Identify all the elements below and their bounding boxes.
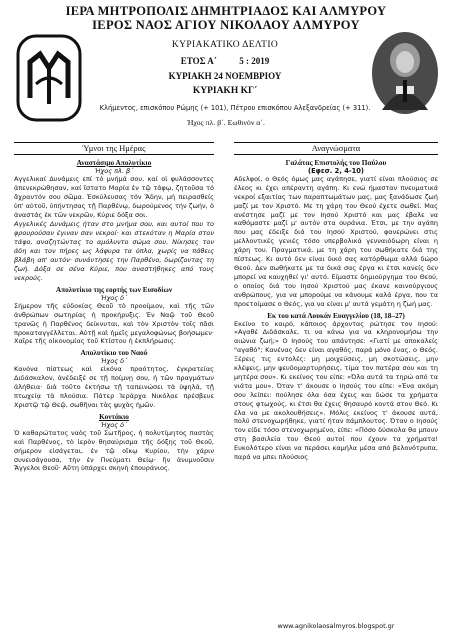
readings-column <box>234 142 438 463</box>
apolytikion-text: Αγγελικαί Δυνάμεις επί τό μνήμά σου, καί οἱ φυλάσσοντες ἀπενεκρώθησαν, καί ἵστατο Μαρία ἐν τῷ τάφῳ, ζητοῦσα τό ἄχραντόν σου σῶμα. Ἐσκύλευσας τόν Ἅδην, μή πειρασθείς ὑπ' αὐτοῦ, ὑπήντησας τῇ Παρθένῳ, δωρούμενος τήν ζωήν, ὁ ἀναστάς ἐκ τῶν νεκρῶν, Κύριε δόξα σοι. <box>14 174 214 219</box>
kontakion-text: Ὁ καθαρώτατος ναὸς τοῦ Σωτῆρος, ἡ πολυτίμητος παστὰς καὶ Παρθένος, τὸ ἱερὸν θησαύρισμα τῆς δόξης τοῦ Θεοῦ, σήμερον εἰσάγεται, ἐν τῷ οἴκῳ Κυρίου, τὴν χάριν συνεισάγουσα, τὴν ἐν Πνεύματι Θείῳ· ἣν ἀνυμνοῦσιν Ἄγγελοι Θεοῦ· Αὕτη ὑπάρχει σκηνὴ ἐπουράνιος. <box>14 428 214 473</box>
kontakion-tone: Ήχος δ΄ <box>100 420 128 429</box>
commemoration-line: Κλήμεντος, επισκόπου Ρώμης (+ 101), Πέτρου επισκόπου Αλεξανδρείας (+ 311). <box>99 104 371 112</box>
bulletin-title: ΚΥΡΙΑΚΑΤΙΚΟ ΔΕΛΤΙΟ <box>171 40 279 50</box>
entry-feast-tone: Ήχος δ΄ <box>100 293 128 302</box>
entry-feast-title: Απολυτίκιο της εορτής των Εισοδίων <box>55 284 173 294</box>
kontakion-title: Κοντάκιο <box>99 411 129 421</box>
apolytikion-tone: Ήχος πλ. β΄ <box>94 166 134 175</box>
epistle-reference: (Εφεσ. 2, 4-10) <box>308 166 364 175</box>
epistle-title: Γαλάτας Επιστολής του Παύλου <box>285 157 387 167</box>
year-issue: ΕΤΟΣ Α΄ 5 : 2019 <box>180 56 270 66</box>
church-title: ΙΕΡΟΣ ΝΑΟΣ ΑΓΙΟΥ ΝΙΚΟΛΑΟΥ ΑΛΜΥΡΟΥ <box>92 18 360 32</box>
hymns-heading: Ύμνοι της Ημέρας <box>14 142 214 155</box>
metropolis-title: ΙΕΡΑ ΜΗΤΡΟΠΟΛΙΣ ΔΗΜΗΤΡΙΑΔΟΣ ΚΑΙ ΑΛΜΥΡΟΥ <box>65 4 387 18</box>
church-apolytikion-tone: Ήχος δ΄ <box>100 357 128 366</box>
bulletin-date: ΚΥΡΙΑΚΗ 24 ΝΟΕΜΒΡΙΟΥ <box>168 71 282 81</box>
sunday-name: ΚΥΡΙΑΚΗ ΚΓ΄ <box>192 86 258 96</box>
entry-feast-text: Σήμερον τῆς εὐδοκίας Θεοῦ τὸ προοίμιον, καὶ τῆς τῶν ἀνθρώπων σωτηρίας ἡ προκήρυξις. Ἐν Ναῷ τοῦ Θεοῦ τρανῶς ἡ Παρθένος δείκνυται, καὶ τὸν Χριστὸν τοῖς πᾶσι προκαταγγέλλεται. Αὐτῇ καὶ ἡμεῖς μεγαλοφώνως βοήσωμεν· Χαῖρε τῆς οἰκονομίας τοῦ Κτίστου ἡ ἐκπλήρωσις. <box>14 301 214 346</box>
echos-line: Ήχος πλ. β΄. Εωθινόν α΄. <box>187 118 265 127</box>
apolytikion-translation: Αγγελικές Δυνάμεις ήταν στο μνήμα σου, και αυτοί που το φρουρούσαν έγιναν σαν νεκροί· και στεκόταν η Μαρία στον τάφο, αναζητώντας το αμόλυντο σώμα σου. Νίκησες τον άδη και τον πήρες ως λάφυρα τα όπλα, χωρίς να πάθεις βλάβη απ' αυτόν· συνάντησες την Παρθένο, δωρίζοντας τη ζωή. Δόξα σε σένα Κύριε, που αναστήθηκες από τους νεκρούς. <box>14 220 214 282</box>
apolytikion-title: Αναστάσιμο Απολυτίκιο <box>76 157 152 167</box>
gospel-title: Εκ του κατά Λουκάν Ευαγγελίου (18, 18–27) <box>267 310 405 320</box>
hymns-column <box>14 142 214 474</box>
church-apolytikion-title: Απολυτίκιο του Ναού <box>80 348 148 358</box>
church-apolytikion-text: Κανόνα πίστεως καὶ εἰκόνα πραότητος, ἐγκρατείας Διδάσκαλον, ἀνέδειξέ σε τῇ ποίμνῃ σου, ἡ τῶν πραγμάτων ἀλήθεια· διὰ τοῦτο ἐκτήσω τῇ ταπεινώσει τὰ ὑψηλά, τῇ πτωχείᾳ τὰ πλούσια. Πάτερ Ἱεράρχα Νικόλαε πρέσβευε Χριστῷ τῷ Θεῷ, σωθῆναι τὰς ψυχὰς ἡμῶν. <box>14 365 214 409</box>
epistle-text: Αδελφοί, ο Θεός όμως μας αγάπησε, γιατί είναι πλούσιος σε έλεος κι έχει απέραντη αγάπη. Κι ενώ ήμασταν πνευματικά νεκροί εξαιτίας των παραπτωμάτων μας, μας ξανάδωσε ζωή μαζί με τον Χριστό. Με τη χάρη του Θεού έχετε σωθεί. Μας ανέστησε μαζί με τον Ιησού Χριστό και μας έβαλε να καθόμαστε μαζί μ' αυτόν στα ουράνια. Έτσι, με την αγάπη που μας έδειξε διά του Ιησού Χριστού, φανερώνει στις μελλοντικές γενιές τόσο υπερβολικά γενναιόδωρη είναι η χάρη του. Πραγματικά, με τη χάρη του σωθήκατε διά της πίστεως. Κι αυτό δεν είναι δικό σας κατόρθωμα αλλά δώρο Θεού. Δεν σωθήκατε με τα δικά σας έργα κι έτσι κανείς δεν μπορεί να καυχηθεί γι' αυτό. Είμαστε δημιούργημα του Θεού, ο οποίος διά του Ιησού Χριστού μας έκανε καινούργιους ανθρώπους, για να μπορούμε να κάνουμε καλά έργα, που τα προετοίμασε ο Θεός, για να είναι μ' αυτά γεμάτη η ζωή μας. <box>234 174 438 308</box>
readings-heading: Αναγνώσματα <box>234 142 438 155</box>
gospel-text: Εκείνο το καιρό, κάποιος άρχοντας ρώτησε τον Ιησού: «Αγαθέ Διδάσκαλε, τι να κάνω για να κληρονομήσω την αιώνια ζωή;» Ο Ιησούς του απάντησε: «Γιατί με αποκαλείς "αγαθό"; Κανένας δεν είναι αγαθός, παρά μόνο ένας, ο Θεός. Ξέρεις τις εντολές: μη μοιχεύσεις, μη σκοτώσεις, μην κλέψεις, μην ψευδομαρτυρήσεις, τίμα τον πατέρα σου και τη μητέρα σου». Κι εκείνος του είπε: «Όλα αυτά τα τηρώ από τα νιάτα μου». Όταν τ' άκουσε ο Ιησούς του είπε: «Ένα ακόμη σου λείπει: πούλησε όλα όσα έχεις και δώσε τα χρήματα στους φτωχούς, κι έτσι θα έχεις θησαυρό κοντά στον Θεό. Κι έλα να με ακολουθήσεις». Μόλις εκείνος τ' άκουσε αυτά, πολύ στενοχωρήθηκε, γιατί ήταν πάμπλουτος. Όταν ο Ιησούς τον είδε τόσο στενοχωρημένο, είπε: «Πόσο δύσκολα θα μπουν στη βασιλεία του Θεού αυτοί που έχουν τα χρήματα! Ευκολότερο είναι να περάσει καμήλα μέσα από βελονότρυπα, παρά να μπει πλούσιος <box>234 319 438 462</box>
footer-url[interactable]: www.agnikolaosalmyros.blogspot.gr <box>277 622 395 630</box>
